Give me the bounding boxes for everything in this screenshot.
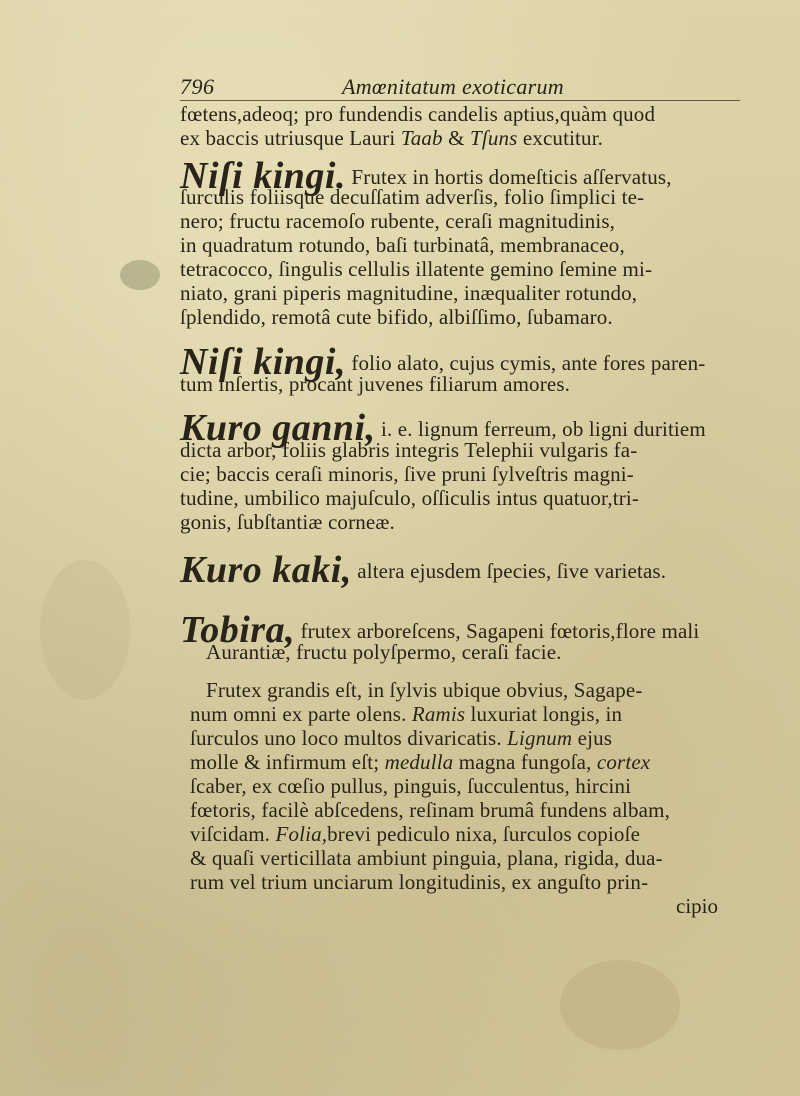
text-span: altera ejusdem ſpecies, ſive varietas. (357, 559, 667, 583)
text-span: fœtoris, facilè abſcedens, reſinam brumâ fundens albam, (190, 798, 670, 822)
text-span: dicta arbor, foliis glabris integris Telephii vulgaris fa- (180, 438, 638, 462)
italic-term: Tſuns (470, 126, 518, 150)
text-span: cie; baccis ceraſi minoris, ſive pruni ſylveſtris magni- (180, 462, 634, 486)
text-span: in quadratum rotundo, baſi turbinatâ, membranaceo, (180, 233, 625, 257)
running-title: Amœnitatum exoticarum (342, 74, 564, 99)
page-header (180, 74, 740, 100)
text-line (180, 209, 615, 233)
text-line (190, 750, 650, 774)
entry-heading: Tobira, (180, 609, 296, 651)
text-line (180, 185, 644, 209)
text-span: fœtens,adeoq; pro fundendis candelis aptius,quàm quod (180, 102, 656, 126)
text-span: ex baccis utriusque Lauri (180, 126, 396, 150)
text-line (180, 281, 637, 305)
text-line (190, 726, 612, 750)
text-span: frutex arboreſcens, Sagapeni fœtoris,flore mali (300, 619, 700, 643)
italic-term: Lignum (507, 726, 573, 750)
text-line (180, 462, 634, 486)
page-number: 796 (180, 74, 215, 99)
text-line (180, 257, 652, 281)
text-line (180, 510, 395, 534)
text-span: luxuriat longis, in (470, 702, 623, 726)
text-span: & quaſi verticillata ambiunt pinguia, plana, rigida, dua- (190, 846, 663, 870)
text-span: niato, grani piperis magnitudine, inæqualiter rotundo, (180, 281, 638, 305)
entry-heading: Kuro kaki, (180, 549, 352, 591)
text-span: & (448, 126, 465, 150)
text-span: tetracocco, ſingulis cellulis illatente gemino ſemine mi- (180, 257, 653, 281)
text-span: nero; fructu racemoſo rubente, ceraſi magnitudinis, (180, 209, 616, 233)
paper-stain (40, 560, 130, 700)
text-span: num omni ex parte olens. (190, 702, 407, 726)
text-span: tudine, umbilico majuſculo, oſſiculis intus quatuor,tri- (180, 486, 639, 510)
text-line (190, 798, 670, 822)
text-line (190, 702, 622, 726)
text-line (190, 822, 640, 846)
text-span: molle & infirmum eſt; (190, 750, 380, 774)
text-span: ſplendido, remotâ cute bifido, albiſſimo, ſubamaro. (180, 305, 613, 329)
text-line (180, 126, 603, 150)
text-span: Aurantiæ, fructu polyſpermo, ceraſi facie. (206, 640, 562, 664)
text-span: i. e. lignum ferreum, ob ligni duritiem (381, 417, 706, 441)
text-line (180, 102, 655, 126)
entry-heading: Kuro ganni, (180, 407, 376, 449)
italic-term: medulla (384, 750, 454, 774)
text-line (206, 678, 643, 702)
text-line (180, 233, 625, 257)
text-span: ſcaber, ex cœſio pullus, pinguis, ſucculentus, hircini (190, 774, 632, 798)
text-line (180, 305, 613, 329)
italic-term: cortex (596, 750, 651, 774)
text-line (180, 438, 637, 462)
entry-heading-line (180, 550, 666, 590)
text-span: gonis, ſubſtantiæ corneæ. (180, 510, 395, 534)
text-span: Frutex in hortis domeſticis aſſervatus, (351, 165, 672, 189)
text-line (190, 870, 648, 894)
header-rule (180, 100, 740, 101)
paper-stain (560, 960, 680, 1050)
text-span: tum inſertis, procant juvenes filiarum amores. (180, 372, 571, 396)
text-span: rum vel trium unciarum longitudinis, ex anguſto prin- (190, 870, 649, 894)
ink-stain (120, 260, 160, 290)
text-span: ſurculos uno loco multos divaricatis. (190, 726, 502, 750)
text-span: viſcidam. (190, 822, 271, 846)
text-span: excutitur. (522, 126, 604, 150)
text-line (180, 486, 639, 510)
text-span: ſurculis foliisque decuſſatim adverſis, folio ſimplici te- (180, 185, 645, 209)
italic-term: Taab (400, 126, 443, 150)
text-span: folio alato, cujus cymis, ante fores paren- (351, 351, 706, 375)
italic-term: Ramis (411, 702, 466, 726)
entry-heading: Niſi kingi. (180, 155, 346, 197)
text-span: brevi pediculo nixa, ſurculos copioſe (327, 822, 641, 846)
text-line (180, 372, 570, 396)
text-line (206, 640, 562, 664)
italic-term: Folia, (275, 822, 328, 846)
entry-heading: Niſi kingi, (180, 341, 346, 383)
text-span: ejus (577, 726, 613, 750)
text-line (190, 774, 631, 798)
text-span: Frutex grandis eſt, in ſylvis ubique obvius, Sagape- (206, 678, 643, 702)
text-span: magna fungoſa, (458, 750, 592, 774)
catchword (676, 894, 718, 918)
text-line (190, 846, 663, 870)
text-span: cipio (676, 894, 718, 918)
